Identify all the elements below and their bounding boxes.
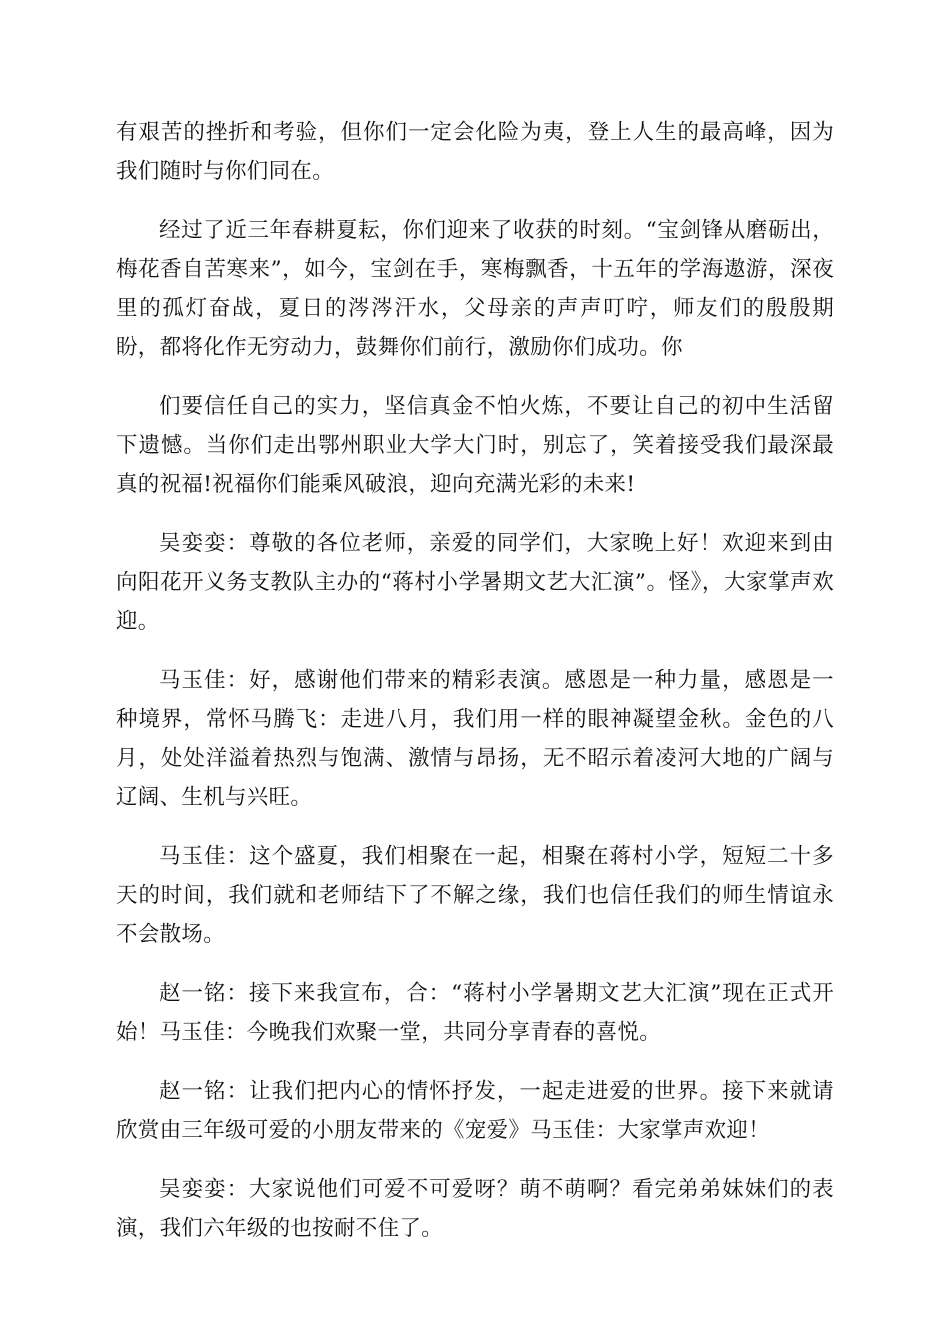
paragraph-6: 马玉佳：这个盛夏，我们相聚在一起，相聚在蒋村小学，短短二十多天的时间，我们就和老师结下了不解之缘，我们也信任我们的师生情谊永不会散场。 (116, 844, 834, 947)
paragraph-3: 们要信任自己的实力，坚信真金不怕火炼，不要让自己的初中生活留下遗憾。当你们走出鄂州职业大学大门时，别忘了，笑着接受我们最深最真的祝福!祝福你们能乘风破浪，迎向充满光彩的未来! (116, 394, 834, 497)
paragraph-2: 经过了近三年春耕夏耘，你们迎来了收获的时刻。“宝剑锋从磨砺出，梅花香自苦寒来”，如今，宝剑在手，寒梅飘香，十五年的学海遨游，深夜里的孤灯奋战，夏日的涔涔汗水，父母亲的声声叮咛，师友们的殷殷期盼，都将化作无穷动力，鼓舞你们前行，激励你们成功。你 (116, 218, 834, 360)
paragraph-5: 马玉佳：好，感谢他们带来的精彩表演。感恩是一种力量，感恩是一种境界，常怀马腾飞：走进八月，我们用一样的眼神凝望金秋。金色的八月，处处洋溢着热烈与饱满、激情与昂扬，无不昭示着凌河大地的广阔与辽阔、生机与兴旺。 (116, 668, 834, 810)
paragraph-7: 赵一铭：接下来我宣布，合：“蒋村小学暑期文艺大汇演”现在正式开始！马玉佳：今晚我们欢聚一堂，共同分享青春的喜悦。 (116, 981, 834, 1045)
paragraph-4: 吴娈娈：尊敬的各位老师，亲爱的同学们，大家晚上好！欢迎来到由向阳花开义务支教队主办的“蒋村小学暑期文艺大汇演”。怪》，大家掌声欢迎。 (116, 531, 834, 634)
paragraph-8: 赵一铭：让我们把内心的情怀抒发，一起走进爱的世界。接下来就请欣赏由三年级可爱的小朋友带来的《宠爱》马玉佳：大家掌声欢迎！ (116, 1079, 834, 1143)
paragraph-9: 吴娈娈：大家说他们可爱不可爱呀？萌不萌啊？看完弟弟妹妹们的表演，我们六年级的也按耐不住了。 (116, 1177, 834, 1241)
document-body (116, 113, 834, 1268)
paragraph-1: 有艰苦的挫折和考验，但你们一定会化险为夷，登上人生的最高峰，因为我们随时与你们同在。 (116, 120, 834, 184)
